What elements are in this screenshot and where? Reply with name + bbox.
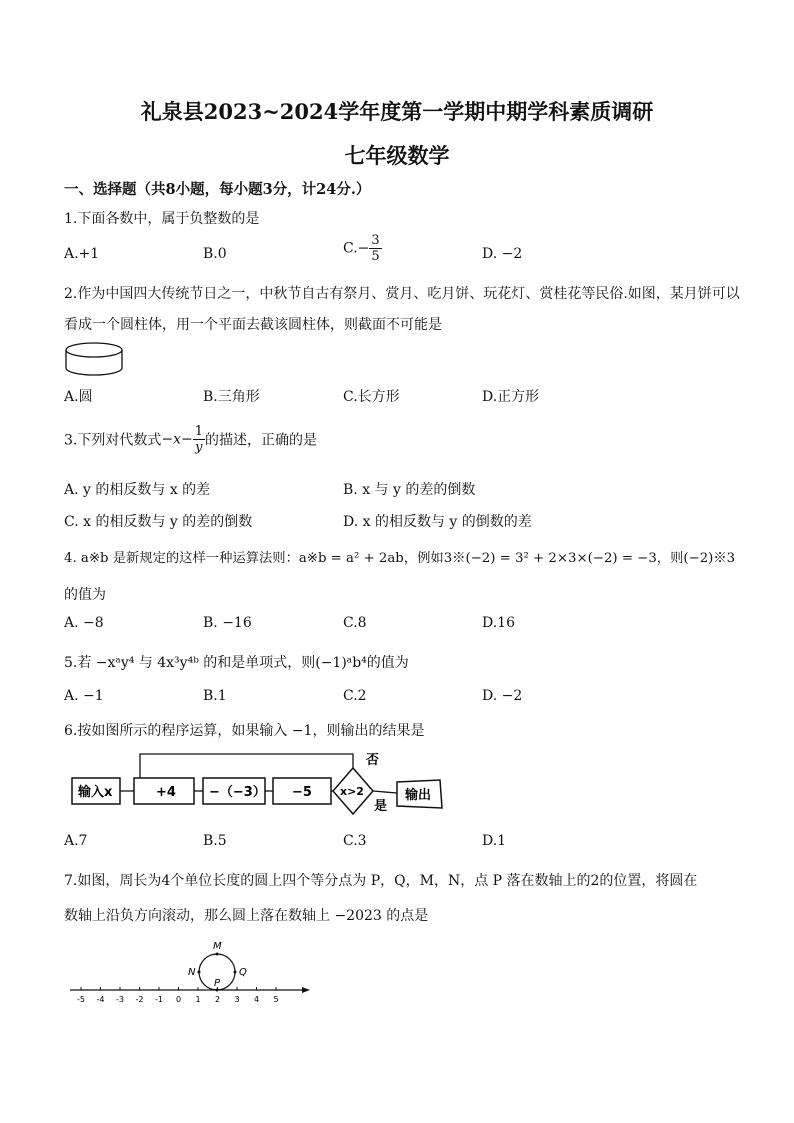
number-line-figure <box>68 935 318 1007</box>
q4-option-c: C.8 <box>343 615 367 631</box>
q3-option-c: C. x 的相反数与 y 的差的倒数 <box>64 514 253 530</box>
q2-option-b: B.三角形 <box>203 389 260 405</box>
axis-tick-label: 2 <box>214 995 221 1004</box>
flow-yes-label: 是 <box>374 799 388 814</box>
flow-output-label: 输出 <box>405 788 432 803</box>
q5-option-a: A. −1 <box>64 688 104 704</box>
q4-option-b: B. −16 <box>203 615 252 631</box>
page-subtitle: 七年级数学 <box>344 143 450 168</box>
q1-option-d: D. −2 <box>482 246 523 262</box>
flow-decision-label: x>2 <box>340 785 364 798</box>
flow-step2-label: −（−3） <box>209 785 266 800</box>
question-4-line1: 4. a※b 是新规定的这样一种运算法则：a※b = a² + 2ab，例如3※(−2) = 3² + 2×3×(−2) = −3，则(−2)※3 <box>64 551 736 566</box>
q1-option-b: B.0 <box>203 246 227 262</box>
question-7-line2: 数轴上沿负方向滚动，那么圆上落在数轴上 −2023 的点是 <box>64 908 429 924</box>
axis-tick-label: -2 <box>135 995 144 1004</box>
q5-option-b: B.1 <box>203 688 227 704</box>
flow-step1-label: +4 <box>156 785 176 800</box>
axis-tick-label: -5 <box>77 995 85 1004</box>
q6-option-d: D.1 <box>482 833 507 849</box>
point-p-label: P <box>214 978 221 989</box>
question-4-line2: 的值为 <box>64 587 106 603</box>
q2-option-a: A.圆 <box>64 389 93 405</box>
q1-option-c: C.− $\frac{3}{5}$ <box>343 233 380 264</box>
cylinder-figure <box>64 340 126 380</box>
q2-option-d: D.正方形 <box>482 389 540 405</box>
axis-tick-label: 0 <box>175 995 182 1004</box>
axis-tick-label: 4 <box>253 995 260 1004</box>
question-6-text: 6.按如图所示的程序运算，如果输入 −1，则输出的结果是 <box>64 723 425 739</box>
axis-tick-label: -3 <box>116 995 124 1004</box>
flowchart-figure <box>70 748 450 818</box>
axis-tick-label: -1 <box>155 995 163 1004</box>
q5-option-c: C.2 <box>343 688 367 704</box>
section-heading: 一、选择题（共8小题，每小题3分，计24分.） <box>64 181 371 198</box>
q1-option-a: A.+1 <box>64 246 100 262</box>
question-5-text: 5.若 −xᵃy⁴ 与 4x³y⁴ᵇ 的和是单项式，则(−1)ᵃb⁴的值为 <box>64 655 409 671</box>
q4-option-d: D.16 <box>482 615 515 631</box>
page-title: 礼泉县2023~2024学年度第一学期中期学科素质调研 <box>140 99 654 124</box>
point-m-label: M <box>213 941 222 952</box>
q6-option-b: B.5 <box>203 833 227 849</box>
q4-option-a: A. −8 <box>64 615 104 631</box>
axis-tick-label: 1 <box>195 995 201 1004</box>
question-3-text: 3.下列对代数式−x− $\frac{1}{y}$ 的描述，正确的是 <box>64 424 317 455</box>
axis-tick-label: 3 <box>234 995 240 1004</box>
q3-option-a: A. y 的相反数与 x 的差 <box>64 482 211 498</box>
flow-step3-label: −5 <box>292 785 312 800</box>
question-2-line2: 看成一个圆柱体，用一个平面去截该圆柱体，则截面不可能是 <box>64 317 442 333</box>
q6-option-a: A.7 <box>64 833 88 849</box>
point-n-label: N <box>188 967 196 978</box>
flow-no-label: 否 <box>366 753 380 768</box>
q6-option-c: C.3 <box>343 833 367 849</box>
axis-tick-label: -4 <box>96 995 105 1004</box>
point-q-label: Q <box>239 967 247 978</box>
question-1-text: 1.下面各数中，属于负整数的是 <box>64 211 260 227</box>
question-2-line1: 2.作为中国四大传统节日之一，中秋节自古有祭月、赏月、吃月饼、玩花灯、赏桂花等民俗.如图，某月饼可以 <box>64 286 740 302</box>
flow-input-label: 输入x <box>78 785 113 800</box>
question-7-line1: 7.如图，周长为4个单位长度的圆上四个等分点为 P，Q，M，N，点 P 落在数轴上的2的位置，将圆在 <box>64 873 698 889</box>
q3-option-b: B. x 与 y 的差的倒数 <box>343 482 476 498</box>
q5-option-d: D. −2 <box>482 688 523 704</box>
q3-option-d: D. x 的相反数与 y 的倒数的差 <box>343 514 532 530</box>
q2-option-c: C.长方形 <box>343 389 400 405</box>
axis-tick-label: 5 <box>273 995 279 1004</box>
